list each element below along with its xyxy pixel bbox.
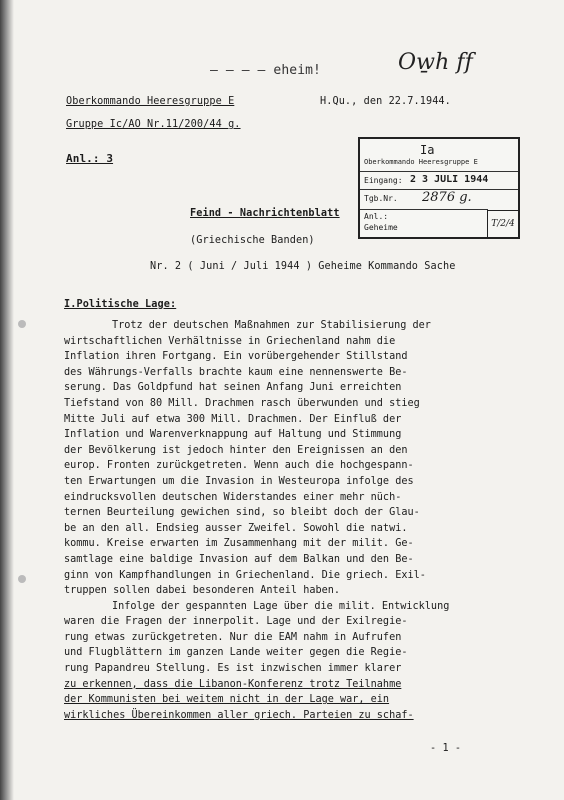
body-line: europ. Fronten zurückgetreten. Wenn auch die hochgespann- xyxy=(64,460,414,472)
page-number: - 1 - xyxy=(430,743,462,754)
body-line: Inflation ihren Fortgang. Ein vorübergehender Stillstand xyxy=(64,351,408,363)
body-line: truppen sollen dabei besonderen Anteil haben. xyxy=(64,585,341,597)
doc-issue-line: Nr. 2 ( Juni / Juli 1944 ) Geheime Kommando Sache xyxy=(150,261,456,272)
body-line: Infolge der gespannten Lage über die milit. Entwicklung xyxy=(112,600,450,612)
body-text xyxy=(64,318,484,723)
body-line: kommu. Kreise erwarten im Zusammenhang mit der milit. Ge- xyxy=(64,538,414,550)
stamp-row-geheime: Geheime xyxy=(364,223,398,232)
body-line: Trotz der deutschen Maßnahmen zur Stabilisierung der xyxy=(112,320,431,331)
stamp-eingang-date: 2 3 JULI 1944 xyxy=(410,174,489,185)
body-line: ginn von Kampfhandlungen in Griechenland. Die griech. Exil- xyxy=(64,569,426,581)
body-line: der Bevölkerung ist jedoch hinter den Ereignissen an den xyxy=(64,444,408,456)
body-line: Inflation und Warenverknappung auf Haltung und Stimmung xyxy=(64,429,402,441)
body-line: rung etwas zurückgetreten. Nur die EAM nahm in Aufrufen xyxy=(64,631,402,643)
punch-hole xyxy=(18,575,26,583)
stamp-eingang-label: Eingang: xyxy=(364,176,403,185)
body-line: be an den all. Endsieg ausser Zweifel. Sowohl die natwi. xyxy=(64,522,408,534)
stamp-org: Oberkommando Heeresgruppe E xyxy=(364,158,478,166)
org-line: Oberkommando Heeresgruppe E xyxy=(66,96,235,107)
receipt-stamp xyxy=(358,137,520,239)
stamp-title: Ia xyxy=(420,143,435,157)
stamp-nr-value: 2876 g. xyxy=(422,190,472,205)
top-stamp-text: — — — — eheim! xyxy=(210,63,321,78)
body-line: ternen Beurteilung gewichen sind, so bleibt doch der Glau- xyxy=(64,507,420,519)
attachment-label: Anl.: 3 xyxy=(66,152,114,165)
body-line: wirkliches Übereinkommen aller griech. Parteien zu schaf- xyxy=(64,709,414,721)
doc-title: Feind - Nachrichtenblatt xyxy=(190,208,340,219)
doc-subtitle: (Griechische Banden) xyxy=(190,235,315,246)
body-line: ten Erwartungen um die Invasion in Westeuropa infolge des xyxy=(64,475,414,487)
body-line: serung. Das Goldpfund hat seinen Anfang Juni erreichten xyxy=(64,382,402,394)
body-line: des Währungs-Verfalls brachte kaum eine nennenswerte Be- xyxy=(64,366,408,378)
body-line: eindrucksvollen deutschen Widerstandes einer mehr nüch- xyxy=(64,491,402,503)
stamp-nr-label: Tgb.Nr. xyxy=(364,194,398,203)
body-line: wirtschaftlichen Verhältnisse in Griechenland nahm die xyxy=(64,335,396,347)
scan-edge-shadow xyxy=(0,0,14,800)
body-line: Tiefstand von 80 Mill. Drachmen rasch überwunden und stieg xyxy=(64,397,420,409)
body-line: zu erkennen, dass die Libanon-Konferenz trotz Teilnahme xyxy=(64,678,402,690)
reference-number: Gruppe Ic/AO Nr.11/200/44 g. xyxy=(66,119,241,130)
stamp-box: T/2/4 xyxy=(487,210,518,237)
handwritten-signature: Ow̱h ff xyxy=(398,50,473,75)
body-line: rung Papandreu Stellung. Es ist inzwischen immer klarer xyxy=(64,663,402,675)
body-line: der Kommunisten bei weitem nicht in der Lage war, ein xyxy=(64,694,390,706)
section-heading: I.Politische Lage: xyxy=(64,299,177,310)
body-line: waren die Fragen der innerpolit. Lage und der Exilregie- xyxy=(64,616,408,628)
hq-date: H.Qu., den 22.7.1944. xyxy=(320,96,451,107)
punch-hole xyxy=(18,320,26,328)
body-line: Mitte Juli auf etwa 300 Mill. Drachmen. Der Einfluß der xyxy=(64,413,402,425)
stamp-row-anl: Anl.: xyxy=(364,212,389,221)
body-line: und Flugblättern im ganzen Lande weiter gegen die Regie- xyxy=(64,647,408,659)
body-line: samtlage eine baldige Invasion auf dem Balkan und den Be- xyxy=(64,553,414,565)
